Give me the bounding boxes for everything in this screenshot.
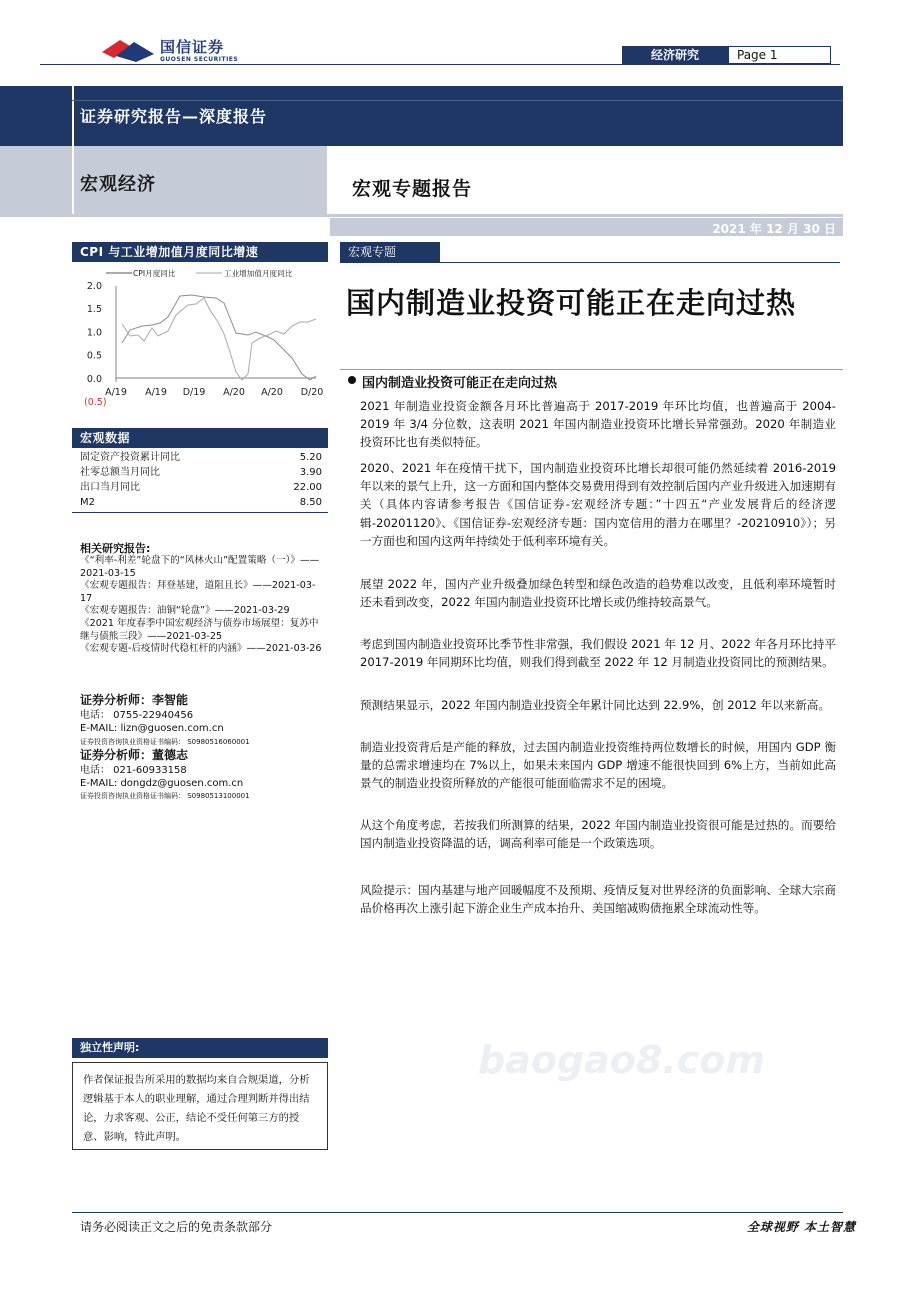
- kpi-value: 3.90: [299, 467, 322, 478]
- kpi-row: [80, 450, 322, 465]
- x-tick-label: A/20: [261, 387, 283, 398]
- bullet-icon: [348, 376, 356, 384]
- y-tick-label: 0.5: [86, 350, 102, 362]
- analyst-email[interactable]: E-MAIL: dongdz@guosen.com.cn: [80, 778, 244, 789]
- y-tick-label: 1.5: [86, 304, 102, 316]
- kpi-list: [80, 450, 322, 510]
- legend-label-industry: 工业增加值月度同比: [224, 269, 293, 278]
- banner-divider: [72, 86, 74, 146]
- macro-data-title: 宏观数据: [72, 428, 328, 448]
- report-type-label: 宏观专题报告: [352, 178, 473, 200]
- report-series-title: 证券研究报告—深度报告: [80, 107, 268, 126]
- section-heading: 国内制造业投资可能正在走向过热: [362, 376, 558, 391]
- page-number: Page 1: [728, 46, 831, 64]
- related-report-link[interactable]: 《“利率-利差”轮盘下的“风林火山”配置策略（一）》——2021-03-15: [80, 555, 320, 579]
- watermark: baogao8.com: [478, 1038, 766, 1082]
- footer-disclaimer-link[interactable]: 请务必阅读正文之后的免责条款部分: [80, 1220, 273, 1234]
- body-paragraph: 2021 年制造业投资金额各月环比普遍高于 2017-2019 年环比均值，也普遍高于 2004-2019 年 3/4 分位数，这表明 2021 年国内制造业投资环比增长异常强劲。2020 年制造业投资环比也有类似特征。: [360, 399, 836, 450]
- analyst-heading: [80, 691, 188, 708]
- kpi-value: 8.50: [299, 497, 322, 508]
- page-title: 国内制造业投资可能正在走向过热: [346, 286, 797, 320]
- related-reports-list: [80, 555, 325, 656]
- kpi-row: [80, 495, 322, 510]
- body-paragraph: 2020、2021 年在疫情干扰下，国内制造业投资环比增长却很可能仍然延续着 2016-2019 年以来的景气上升，这一方面和国内整体交易费用得到有效控制后国内产业升级进入加速期有关（具体内容请参考报告《国信证券-宏观经济专题：”十四五“产业发展背后的经济逻辑-20201120》、《国信证券-宏观经济专题：国内宽信用的潜力在哪里？-20210910》）；另一方面也和国内这两年持续处于低利率环境有关。: [360, 461, 836, 548]
- banner-bottom-line: [0, 214, 843, 217]
- y-tick-label: (0.5): [84, 397, 107, 408]
- analyst-name: 李智能: [152, 693, 189, 707]
- x-tick-label: A/19: [105, 387, 127, 398]
- analyst-cert: 证券投资咨询执业资格证书编码： S0980513100001: [80, 792, 250, 800]
- analyst-name: 董德志: [152, 748, 189, 762]
- kpi-divider: [72, 512, 328, 513]
- disclaimer-title: 独立性声明:: [72, 1038, 328, 1058]
- legend-label-cpi: CPI月度同比: [133, 269, 176, 278]
- kpi-value: 22.00: [293, 482, 322, 493]
- brand-name-cn: 国信证券: [160, 38, 225, 56]
- kpi-row: [80, 480, 322, 495]
- y-tick-label: 0.0: [86, 373, 102, 385]
- kpi-label: 出口当月同比: [80, 482, 140, 493]
- series-industry-line: [122, 298, 316, 380]
- header-divider: [40, 64, 840, 65]
- title-divider: [340, 369, 843, 370]
- category-label: 宏观经济: [80, 174, 156, 195]
- topic-tag-underline: [340, 262, 840, 263]
- analyst-email[interactable]: E-MAIL: lizn@guosen.com.cn: [80, 723, 224, 734]
- body-paragraph: 制造业投资背后是产能的释放，过去国内制造业投资维持两位数增长的时候，用国内 GDP 衡量的总需求增速均在 7%以上，如果未来国内 GDP 增速不能很快回到 6%上方，当前如此高景气的制造业投资所释放的产能很可能面临需求不足的困境。: [360, 740, 836, 791]
- analyst-title: 证券分析师：: [80, 748, 153, 762]
- series-cpi-line: [122, 295, 316, 380]
- kpi-row: [80, 465, 322, 480]
- section-tag: 经济研究: [622, 46, 728, 64]
- risk-warning: 风险提示：国内基建与地产回暖幅度不及预期、疫情反复对世界经济的负面影响、全球大宗商品价格再次上涨引起下游企业生产成本抬升、美国缩减购债拖累全球流动性等。: [360, 883, 836, 916]
- report-date: 2021 年 12 月 30 日: [712, 222, 836, 236]
- x-tick-label: A/20: [223, 387, 245, 398]
- related-report-link[interactable]: 《宏观专题报告：拜登基建，道阻且长》——2021-03-17: [80, 580, 316, 604]
- analyst-cert: 证券投资咨询执业资格证书编码： S0980516060001: [80, 738, 250, 746]
- banner-inner-line: [72, 100, 843, 101]
- analyst-title: 证券分析师：: [80, 693, 153, 707]
- related-report-link[interactable]: 《2021 年度春季中国宏观经济与债券市场展望：复苏中继与债熊三段》——2021-03-25: [80, 617, 319, 642]
- body-paragraph: 预测结果显示，2022 年国内制造业投资全年累计同比达到 22.9%，创 2012 年以来新高。: [360, 698, 830, 712]
- kpi-label: 固定资产投资累计同比: [80, 452, 180, 463]
- disclaimer-text: 作者保证报告所采用的数据均来自合规渠道，分析逻辑基于本人的职业理解，通过合理判断并得出结论，力求客观、公正，结论不受任何第三方的授意、影响，特此声明。: [72, 1062, 328, 1150]
- x-tick-label: D/19: [182, 387, 206, 398]
- body-paragraph: 从这个角度考虑，若按我们所测算的结果，2022 年国内制造业投资很可能是过热的。而要给国内制造业投资降温的话，调高利率可能是一个政策选项。: [360, 818, 836, 851]
- cpi-industry-chart: [72, 262, 328, 410]
- brand-name-en: GUOSEN SECURITIES: [160, 56, 239, 63]
- kpi-value: 5.20: [299, 452, 322, 463]
- related-report-link[interactable]: 《宏观专题报告：油铜“轮盘”》——2021-03-29: [80, 605, 290, 617]
- body-paragraph: 考虑到国内制造业投资环比季节性非常强，我们假设 2021 年 12 月、2022 年各月环比持平 2017-2019 年同期环比均值，则我们得到截至 2022 年 12 月制造业投资同比的预测结果。: [360, 637, 836, 670]
- x-tick-label: D/20: [300, 387, 324, 398]
- kpi-label: 社零总额当月同比: [80, 467, 160, 478]
- analyst-heading: [80, 746, 188, 763]
- body-paragraph: 展望 2022 年，国内产业升级叠加绿色转型和绿色改造的趋势难以改变，且低利率环境暂时还未看到改变，2022 年国内制造业投资环比增长或仍维持较高景气。: [360, 577, 836, 610]
- related-report-link[interactable]: 《宏观专题-后疫情时代稳杠杆的内涵》——2021-03-26: [80, 643, 322, 655]
- banner-mid-divider: [72, 146, 74, 216]
- guosen-logo-icon: [100, 34, 156, 64]
- analyst-phone: 电话： 0755-22940456: [80, 710, 194, 721]
- x-tick-label: A/19: [145, 387, 167, 398]
- related-reports-title: 相关研究报告:: [80, 542, 151, 555]
- topic-tag: 宏观专题: [340, 242, 440, 262]
- y-tick-label: 2.0: [86, 281, 102, 292]
- footer-divider: [72, 1212, 843, 1213]
- y-tick-label: 1.0: [86, 327, 102, 339]
- kpi-label: M2: [80, 497, 95, 508]
- analyst-phone: 电话： 021-60933158: [80, 765, 187, 776]
- chart-title: CPI 与工业增加值月度同比增速: [72, 242, 328, 262]
- footer-slogan: 全球视野 本土智慧: [746, 1220, 856, 1234]
- chart-legend: [106, 268, 293, 278]
